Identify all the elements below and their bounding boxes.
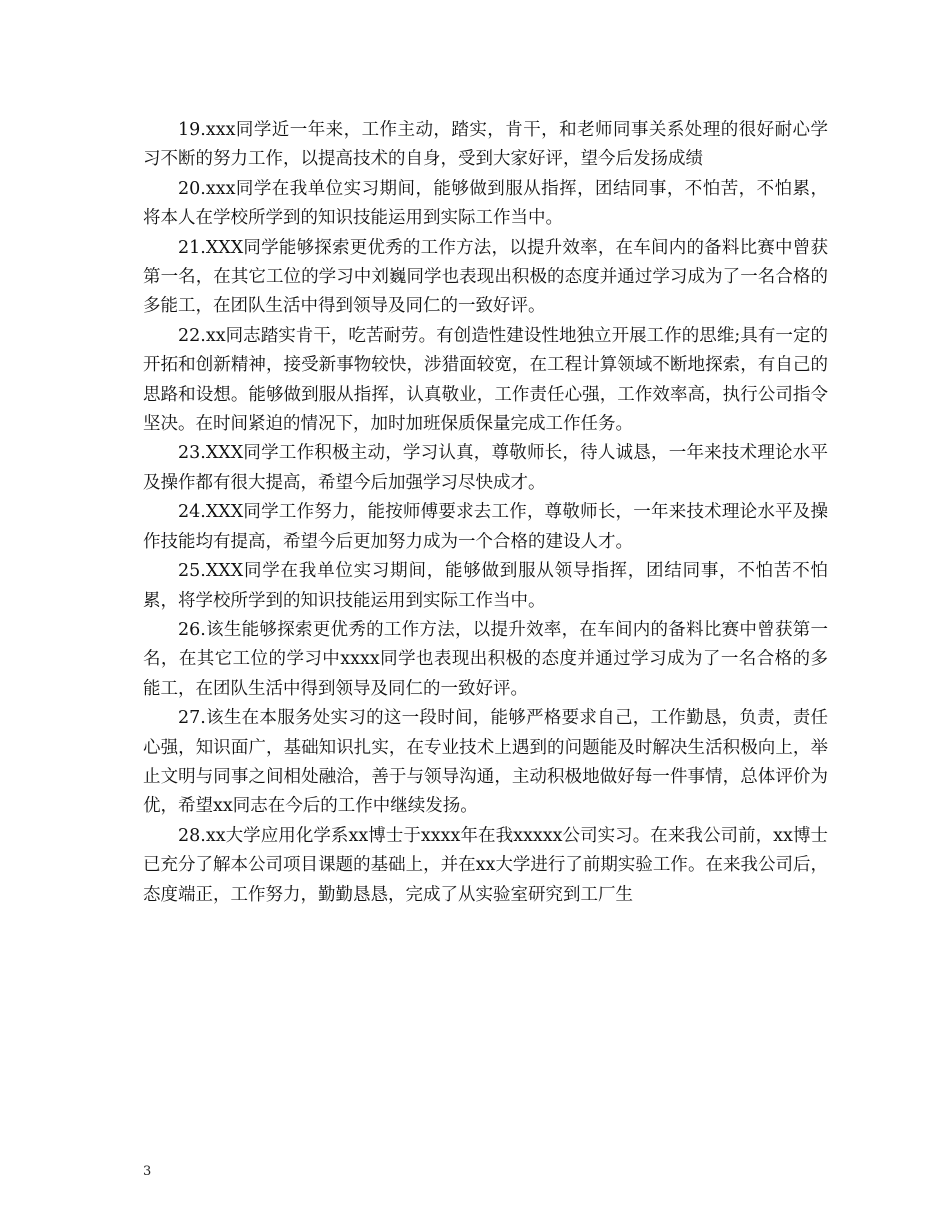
paragraph-21: 21.XXX同学能够探索更优秀的工作方法，以提升效率，在车间内的备料比赛中曾获第一名，在其它工位的学习中刘巍同学也表现出积极的态度并通过学习成为了一名合格的多能工，在团队生活中得到领导及同仁的一致好评。 bbox=[143, 237, 828, 317]
paragraph-26: 26.该生能够探索更优秀的工作方法，以提升效率，在车间内的备料比赛中曾获第一名，在其它工位的学习中xxxx同学也表现出积极的态度并通过学习成为了一名合格的多能工，在团队生活中得到领导及同仁的一致好评。 bbox=[143, 619, 828, 699]
paragraph-24: 24.XXX同学工作努力，能按师傅要求去工作，尊敬师长，一年来技术理论水平及操作技能均有提高，希望今后更加努力成为一个合格的建设人才。 bbox=[143, 502, 828, 552]
paragraph-23: 23.XXX同学工作积极主动，学习认真，尊敬师长，待人诚恳，一年来技术理论水平及操作都有很大提高，希望今后加强学习尽快成才。 bbox=[143, 443, 828, 493]
paragraph-22: 22.xx同志踏实肯干，吃苦耐劳。有创造性建设性地独立开展工作的思维;具有一定的开拓和创新精神，接受新事物较快，涉猎面较宽，在工程计算领域不断地探索，有自己的思路和设想。能够做到服从指挥，认真敬业，工作责任心强，工作效率高，执行公司指令坚决。在时间紧迫的情况下，加时加班保质保量完成工作任务。 bbox=[143, 325, 828, 435]
paragraph-28: 28.xx大学应用化学系xx博士于xxxx年在我xxxxx公司实习。在来我公司前，xx博士已充分了解本公司项目课题的基础上，并在xx大学进行了前期实验工作。在来我公司后，态度端正，工作努力，勤勤恳恳，完成了从实验室研究到工厂生 bbox=[143, 825, 828, 905]
paragraph-19: 19.xxx同学近一年来，工作主动，踏实，肯干，和老师同事关系处理的很好耐心学习不断的努力工作，以提高技术的自身，受到大家好评，望今后发扬成绩 bbox=[143, 120, 828, 170]
page-number: 3 bbox=[143, 1164, 152, 1179]
paragraph-27: 27.该生在本服务处实习的这一段时间，能够严格要求自己，工作勤恳，负责，责任心强，知识面广，基础知识扎实，在专业技术上遇到的问题能及时解决生活积极向上，举止文明与同事之间相处融洽，善于与领导沟通，主动积极地做好每一件事情，总体评价为优，希望xx同志在今后的工作中继续发扬。 bbox=[143, 708, 828, 817]
paragraph-25: 25.XXX同学在我单位实习期间，能够做到服从领导指挥，团结同事，不怕苦不怕累，将学校所学到的知识技能运用到实际工作当中。 bbox=[143, 561, 828, 611]
document-body bbox=[143, 116, 828, 910]
paragraph-20: 20.xxx同学在我单位实习期间，能够做到服从指挥，团结同事，不怕苦，不怕累，将本人在学校所学到的知识技能运用到实际工作当中。 bbox=[143, 178, 828, 229]
